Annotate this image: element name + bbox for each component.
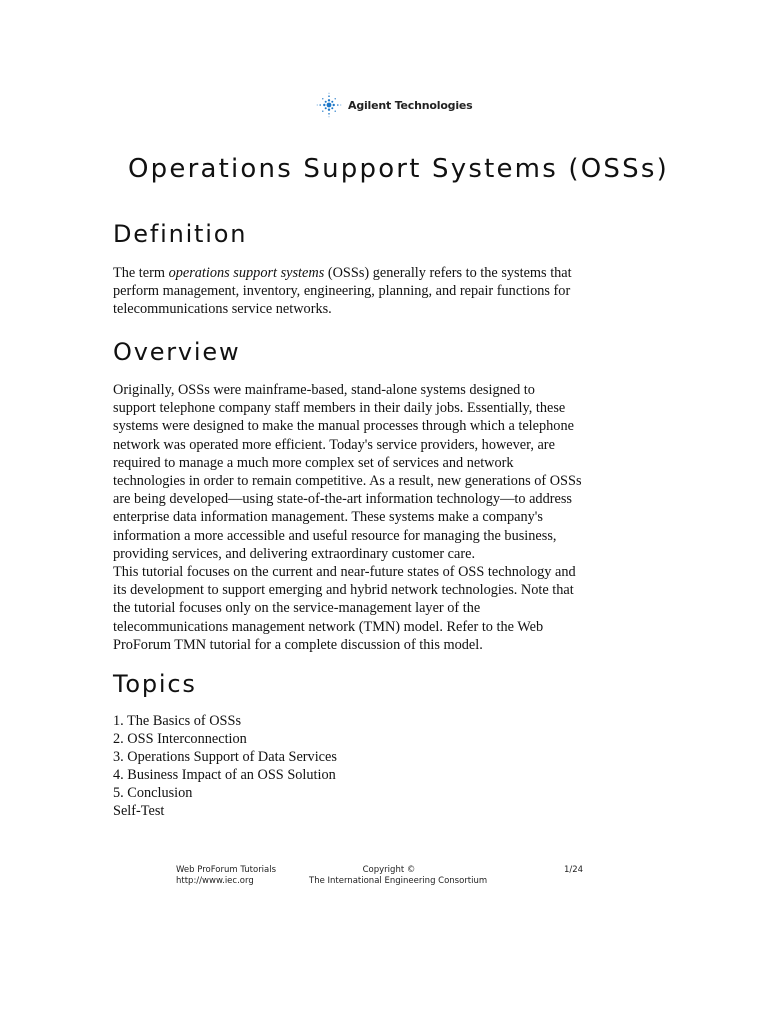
overview-line: technologies in order to remain competitive. As a result, new generations of OSSs — [113, 473, 582, 490]
definition-heading: Definition — [113, 220, 248, 248]
overview-line: required to manage a much more complex set of services and network — [113, 454, 514, 471]
definition-line: telecommunications service networks. — [113, 301, 332, 318]
definition-intro-after: (OSSs) generally refers to the systems that — [324, 265, 572, 281]
topic-item-conclusion: 5. Conclusion — [113, 785, 193, 801]
overview-line: are being developed—using state-of-the-art information technology—to address — [113, 491, 572, 508]
topic-item-business-impact: 4. Business Impact of an OSS Solution — [113, 767, 336, 783]
overview-line: ProForum TMN tutorial for a complete discussion of this model. — [113, 636, 483, 653]
footer-organization: The International Engineering Consortium — [309, 876, 488, 886]
overview-line: This tutorial focuses on the current and near-future states of OSS technology and — [113, 564, 576, 581]
overview-line: its development to support emerging and hybrid network technologies. Note that — [113, 582, 574, 599]
overview-line: telecommunications management network (TMN) model. Refer to the Web — [113, 618, 544, 635]
definition-intro-before: The term — [113, 265, 169, 281]
overview-paragraph — [113, 381, 633, 654]
overview-line: Originally, OSSs were mainframe-based, stand-alone systems designed to — [113, 382, 535, 398]
footer-copyright-label: Copyright © — [362, 865, 416, 875]
spark-burst-icon — [316, 92, 342, 118]
footer-source — [176, 865, 276, 887]
footer-publisher: Web ProForum Tutorials — [176, 865, 277, 875]
definition-line: perform management, inventory, engineering, planning, and repair functions for — [113, 283, 571, 300]
topic-item-basics: 1. The Basics of OSSs — [113, 713, 242, 729]
topic-item-interconnection: 2. OSS Interconnection — [113, 731, 247, 747]
topic-item-data-services: 3. Operations Support of Data Services — [113, 749, 337, 765]
footer-url: http://www.iec.org — [176, 876, 254, 886]
overview-line: systems were designed to make the manual processes through which a telephone — [113, 418, 574, 435]
overview-heading: Overview — [113, 338, 241, 366]
document-title: Operations Support Systems (OSSs) — [128, 154, 669, 184]
footer-copyright — [309, 865, 488, 887]
agilent-logo — [316, 92, 473, 118]
definition-line — [113, 264, 633, 282]
overview-line: providing services, and delivering extraordinary customer care. — [113, 545, 476, 562]
definition-paragraph — [113, 264, 633, 319]
page-number: 1/24 — [564, 865, 584, 875]
definition-term: operations support systems — [168, 265, 325, 281]
topic-item-self-test: Self-Test — [113, 803, 165, 819]
topics-list — [113, 712, 337, 820]
topics-heading: Topics — [113, 670, 197, 698]
overview-line: enterprise data information management. These systems make a company's — [113, 509, 543, 526]
overview-line: information a more accessible and useful resource for managing the business, — [113, 527, 557, 544]
overview-line: network was operated more efficient. Today's service providers, however, are — [113, 436, 555, 453]
overview-line: support telephone company staff members in their daily jobs. Essentially, these — [113, 400, 566, 417]
logo-text: Agilent Technologies — [348, 98, 473, 112]
overview-line: the tutorial focuses only on the service-management layer of the — [113, 600, 481, 617]
footer-page-number — [564, 865, 583, 876]
